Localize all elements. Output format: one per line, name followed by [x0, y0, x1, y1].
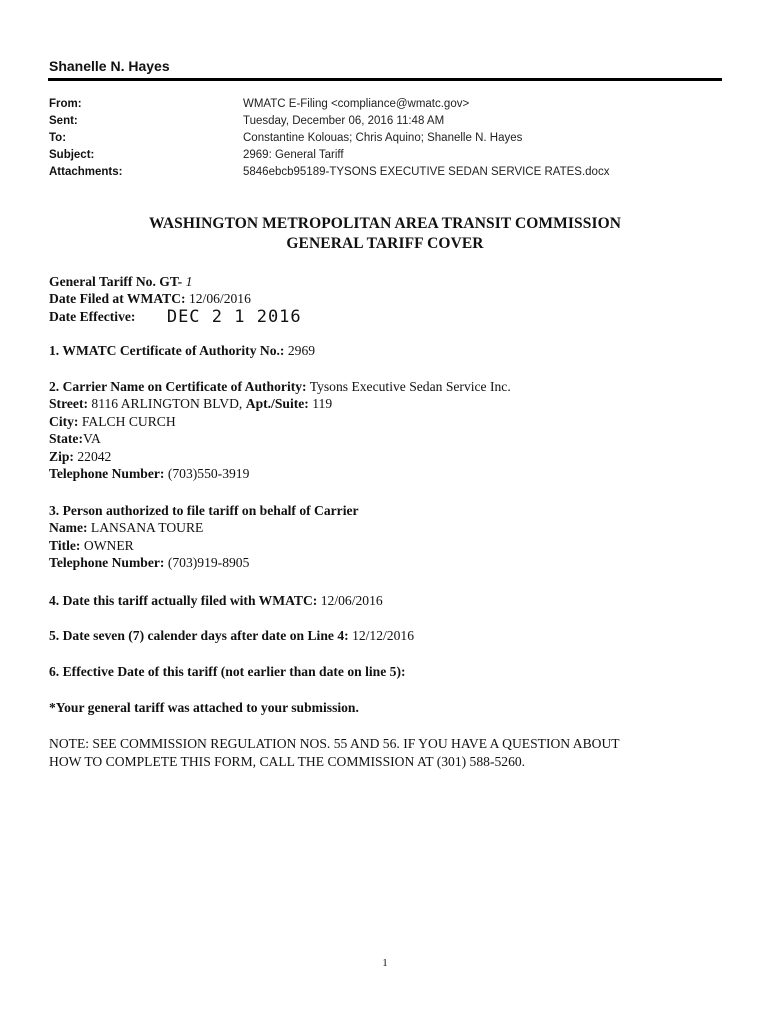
person-name-label: Name:: [49, 520, 88, 536]
city-label: City:: [49, 413, 79, 429]
date-filed-line: [49, 290, 302, 307]
date-effective-label: Date Effective:: [49, 308, 136, 324]
state-line: [49, 430, 511, 447]
item-5-label: 5. Date seven (7) calender days after date on Line 4:: [49, 628, 349, 643]
email-from-value: WMATC E-Filing <compliance@wmatc.gov>: [243, 98, 470, 110]
street-value: 8116 ARLINGTON BLVD,: [91, 396, 243, 412]
email-sent-label: Sent:: [49, 115, 78, 127]
carrier-name-value: Tysons Executive Sedan Service Inc.: [309, 379, 511, 394]
email-to-value: Constantine Kolouas; Chris Aquino; Shanelle N. Hayes: [243, 132, 523, 144]
item-4: [49, 592, 383, 609]
item-4-value: 12/06/2016: [320, 593, 383, 608]
item-1-value: 2969: [287, 343, 316, 358]
email-from-label: From:: [49, 98, 82, 110]
item-5-value: 12/12/2016: [352, 628, 414, 643]
zip-line: [49, 448, 511, 465]
apt-label: Apt./Suite:: [245, 396, 309, 412]
tariff-number-value: 1: [185, 274, 193, 289]
sender-name: Shanelle N. Hayes: [49, 58, 170, 74]
form-title-line2: GENERAL TARIFF COVER: [286, 235, 484, 252]
regulation-note-line2: HOW TO COMPLETE THIS FORM, CALL THE COMMISSION AT (301) 588-5260.: [49, 753, 526, 769]
email-attachments-label: Attachments:: [49, 166, 123, 178]
zip-label: Zip:: [49, 448, 74, 464]
carrier-phone-value: (703)550-3919: [167, 466, 250, 482]
state-value: VA: [82, 431, 101, 447]
item-3: [49, 502, 359, 572]
item-6-label: 6. Effective Date of this tariff (not earlier than date on line 5):: [49, 664, 406, 679]
city-line: [49, 413, 511, 430]
person-name-line: [49, 519, 359, 536]
item-4-label: 4. Date this tariff actually filed with WMATC:: [49, 593, 318, 608]
email-attachment-file: 5846ebcb95189-TYSONS EXECUTIVE SEDAN SERVICE RATES.docx: [243, 166, 610, 178]
tariff-number-label: General Tariff No. GT-: [49, 274, 183, 289]
item-2: [49, 378, 511, 482]
apt-value: 119: [312, 396, 333, 412]
email-attachments-row: [49, 164, 609, 181]
email-sent-row: [49, 113, 609, 130]
date-effective-line: [49, 308, 302, 326]
carrier-phone-label: Telephone Number:: [49, 466, 165, 482]
date-filed-label: Date Filed at WMATC:: [49, 291, 186, 307]
street-label: Street:: [49, 396, 88, 412]
state-label: State:: [49, 431, 83, 447]
email-to-label: To:: [49, 132, 67, 144]
person-title-value: OWNER: [83, 537, 134, 553]
carrier-name-line: [49, 378, 511, 395]
tariff-number-line: [49, 273, 302, 290]
item-1-label: 1. WMATC Certificate of Authority No.:: [49, 343, 285, 358]
person-phone-value: (703)919-8905: [167, 555, 250, 571]
attached-note: [49, 699, 359, 716]
regulation-note: [49, 735, 729, 771]
email-subject-label: Subject:: [49, 149, 95, 161]
header-divider: [48, 78, 722, 81]
street-line: [49, 395, 511, 412]
email-to-row: [49, 130, 609, 147]
carrier-name-label: 2. Carrier Name on Certificate of Authority:: [49, 379, 307, 394]
email-meta: [49, 96, 609, 181]
person-name-value: LANSANA TOURE: [90, 520, 204, 536]
person-title-line: [49, 537, 359, 554]
regulation-note-line1: NOTE: SEE COMMISSION REGULATION NOS. 55 AND 56. IF YOU HAVE A QUESTION ABOUT: [49, 736, 620, 751]
item-6: [49, 663, 406, 680]
person-title-label: Title:: [49, 537, 81, 553]
person-phone-label: Telephone Number:: [49, 555, 165, 571]
carrier-phone-line: [49, 465, 511, 482]
zip-value: 22042: [77, 448, 112, 464]
email-from-row: [49, 96, 609, 113]
item-3-label: 3. Person authorized to file tariff on behalf of Carrier: [49, 503, 359, 518]
email-sent-value: Tuesday, December 06, 2016 11:48 AM: [243, 115, 445, 127]
attached-note-text: *Your general tariff was attached to your submission.: [49, 700, 359, 715]
email-subject-row: [49, 147, 609, 164]
email-subject-value: 2969: General Tariff: [243, 149, 344, 161]
item-1: [49, 342, 315, 359]
form-title-line1: WASHINGTON METROPOLITAN AREA TRANSIT COMMISSION: [148, 215, 622, 232]
person-phone-line: [49, 554, 359, 571]
form-title: [0, 214, 770, 254]
page-number: 1: [382, 957, 388, 969]
tariff-info: [49, 273, 302, 326]
date-effective-stamp: DEC 2 1 2016: [166, 306, 302, 327]
city-value: FALCH CURCH: [81, 413, 176, 429]
date-filed-value: 12/06/2016: [188, 291, 251, 307]
item-5: [49, 627, 414, 644]
